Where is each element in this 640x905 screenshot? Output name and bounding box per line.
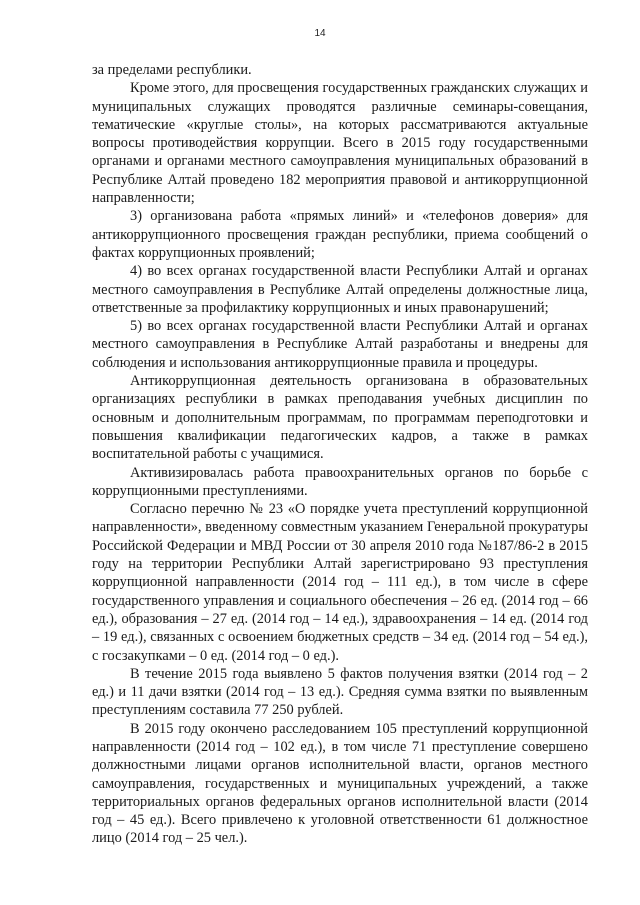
page-number: 14 xyxy=(314,28,326,39)
paragraph: за пределами республики. xyxy=(92,62,252,78)
paragraph: 3) организована работа «прямых линий» и «телефонов доверия» для антикоррупционного просвещения граждан республики, приема сообщений о фактах коррупционных проявлений; xyxy=(92,208,588,261)
paragraph: В течение 2015 года выявлено 5 фактов получения взятки (2014 год – 2 ед.) и 11 дачи взятки (2014 год – 13 ед.). Средняя сумма взятки по выявленным преступлениям составила 77 250 рублей. xyxy=(92,665,588,719)
document-body xyxy=(92,61,588,848)
paragraph: Кроме этого, для просвещения государственных гражданских служащих и муниципальных служащих проводятся различные семинары-совещания, тематические «круглые столы», на которых рассматриваются актуальные вопросы противодействия коррупции. Всего в 2015 году государственными органами и органами местного самоуправления муниципальных образований в Республике Алтай проведено 182 мероприятия правовой и антикоррупционной направленности; xyxy=(92,80,588,207)
paragraph: В 2015 году окончено расследованием 105 преступлений коррупционной направленности (2014 год – 102 ед.), в том числе 71 преступление совершено должностными лицами органов исполнительной власти, органов местного самоуправления, государственных и муниципальных учреждений, а также территориальных органов федеральных органов исполнительной власти (2014 год – 45 ед.). Всего привлечено к уголовной ответственности 61 должностное лицо (2014 год – 25 чел.). xyxy=(92,720,588,847)
paragraph: Согласно перечню № 23 «О порядке учета преступлений коррупционной направленности», введенному совместным указанием Генеральной прокуратуры Российской Федерации и МВД России от 30 апреля 2010 года №187/86-2 в 2015 году на территории Республики Алтай зарегистрировано 93 преступления коррупционной направленности (2014 год – 111 ед.), в том числе в сфере государственного управления и социального обеспечения – 26 ед. (2014 год – 66 ед.), образования – 27 ед. (2014 год – 14 ед.), здравоохранения – 14 ед. (2014 год – 19 ед.), связанных с освоением бюджетных средств – 34 ед. (2014 год – 54 ед.), с госзакупками – 0 ед. (2014 год – 0 ед.). xyxy=(92,501,588,664)
paragraph: Активизировалась работа правоохранительных органов по борьбе с коррупционными преступлениями. xyxy=(92,464,588,499)
paragraph: 4) во всех органах государственной власти Республики Алтай и органах местного самоуправления в Республике Алтай определены должностные лица, ответственные за профилактику коррупционных и иных правонарушений; xyxy=(92,263,588,316)
paragraph: Антикоррупционная деятельность организована в образовательных организациях республики в рамках преподавания учебных дисциплин по основным и дополнительным программам, по программам переподготовки и повышения квалификации педагогических кадров, а также в рамках воспитательной работы с учащимися. xyxy=(92,373,588,463)
paragraph: 5) во всех органах государственной власти Республики Алтай и органах местного самоуправления в Республике Алтай разработаны и внедрены для соблюдения и использования антикоррупционные правила и процедуры. xyxy=(92,318,588,371)
